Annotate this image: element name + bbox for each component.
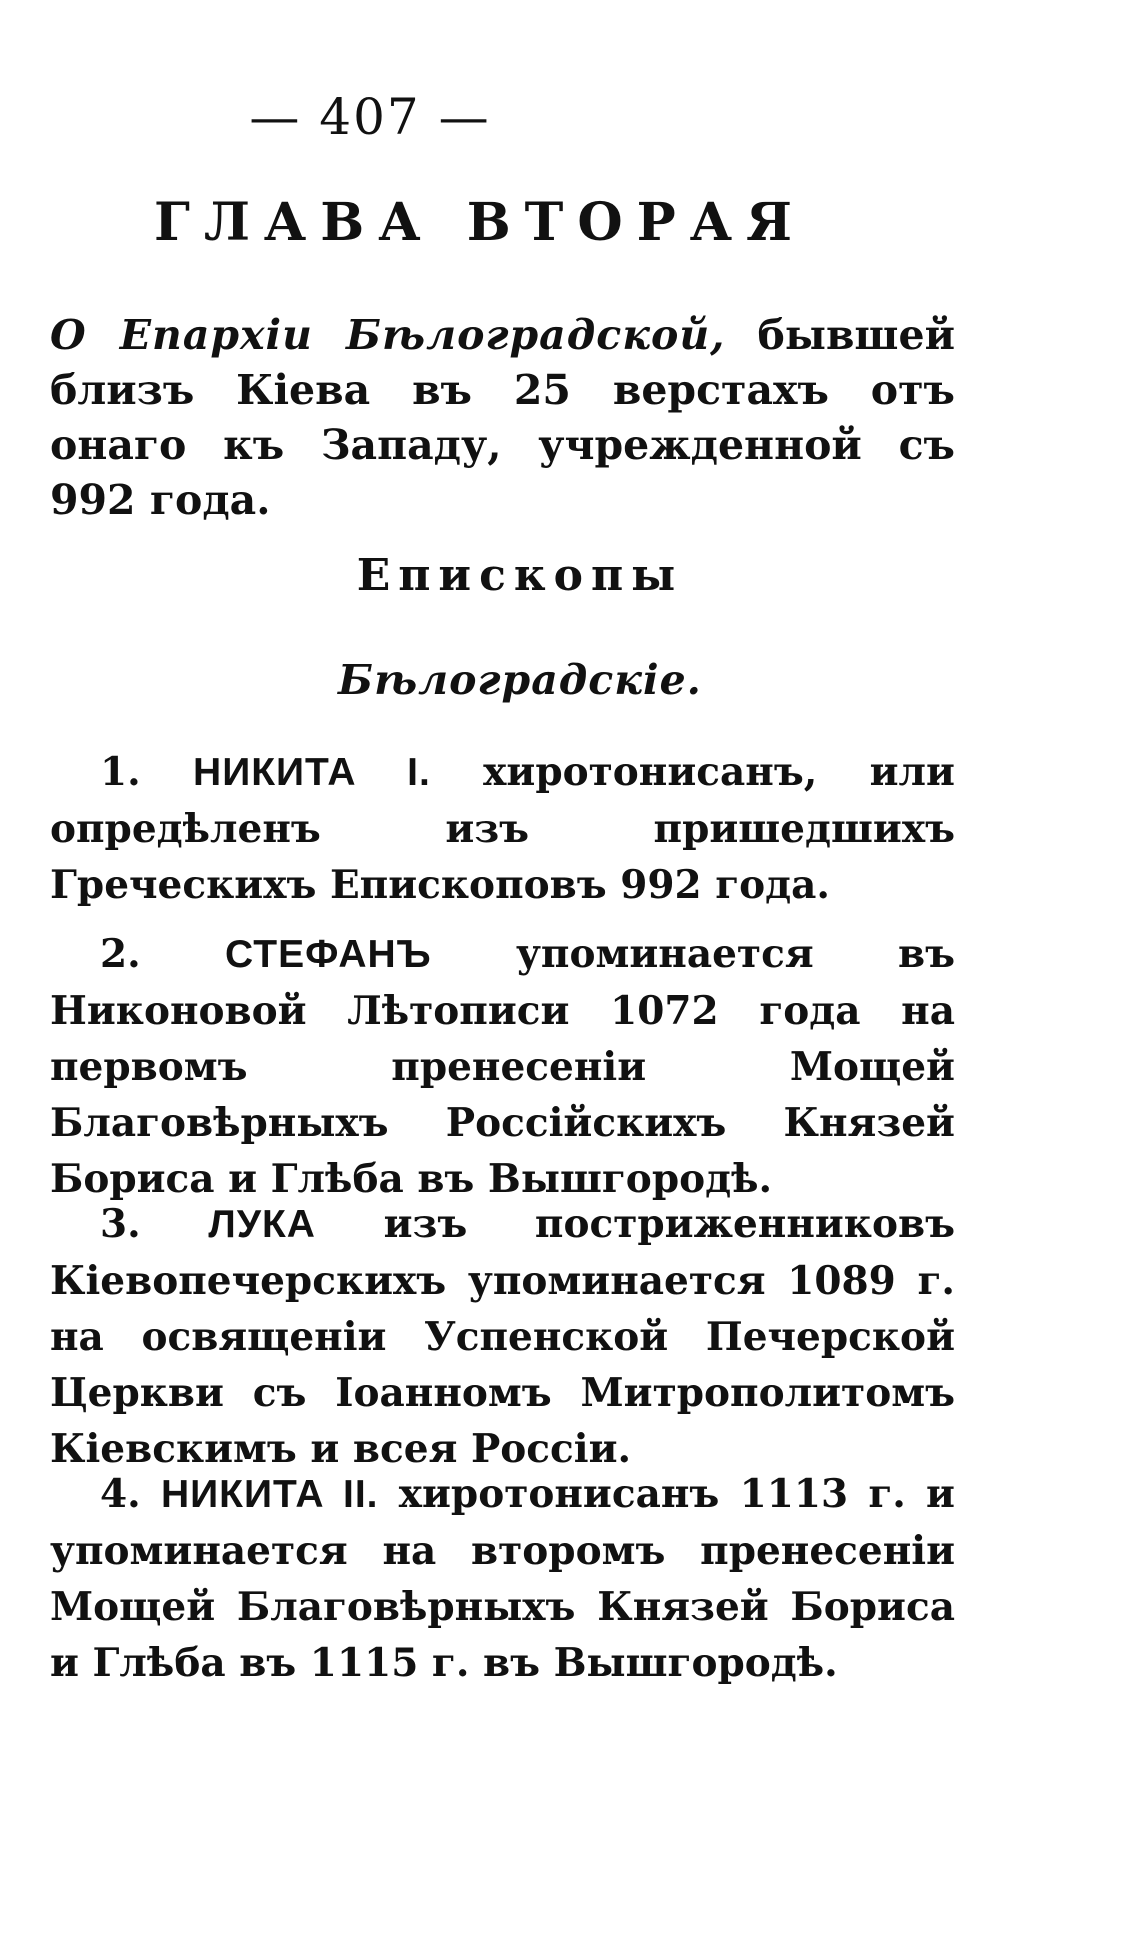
bishop-entry [50,1196,955,1477]
bishop-name: НИКИТА II. [160,1473,379,1516]
section-title: Епископы [356,550,684,601]
entry-number: 4. [100,1471,141,1517]
chapter-intro [50,308,955,528]
section-subtitle: Бѣлоградскіе. [338,656,702,704]
chapter-title: ГЛАВА ВТОРАЯ [154,192,806,253]
bishop-name: НИКИТА I. [193,751,431,794]
bishop-name: ЛУКА [208,1203,316,1246]
entry-text: хиротонисанъ, или опредѣленъ изъ пришедшихъ Греческихъ Епископовъ 992 года. [50,749,955,908]
intro-text: бывшей близъ Кіева въ 25 верстахъ отъ онаго къ Западу, учрежденной съ 992 года. [50,311,955,524]
bishop-name: СТЕФАНЪ [225,933,432,976]
bishop-entry [50,744,955,913]
entry-text: изъ постриженниковъ Кіевопечерскихъ упоминается 1089 г. на освященіи Успенской Печерской Церкви съ Іоанномъ Митрополитомъ Кіевскимъ и всея Россіи. [50,1201,955,1472]
entry-number: 1. [100,749,141,795]
intro-italic-heading: О Епархіи Бѣлоградской, [50,311,726,359]
entry-number: 3. [100,1201,141,1247]
entry-text: упоминается въ Никоновой Лѣтописи 1072 года на первомъ пренесеніи Мощей Благовѣрныхъ Россійскихъ Князей Бориса и Глѣба въ Вышгородѣ. [50,931,955,1202]
entry-text: хиротонисанъ 1113 г. и упоминается на второмъ пренесеніи Мощей Благовѣрныхъ Князей Бориса и Глѣба въ 1115 г. въ Вышгородѣ. [50,1471,955,1686]
bishop-entry [50,1466,955,1691]
bishop-entry [50,926,955,1207]
entry-number: 2. [100,931,141,977]
page-number: — 407 — [249,88,491,146]
